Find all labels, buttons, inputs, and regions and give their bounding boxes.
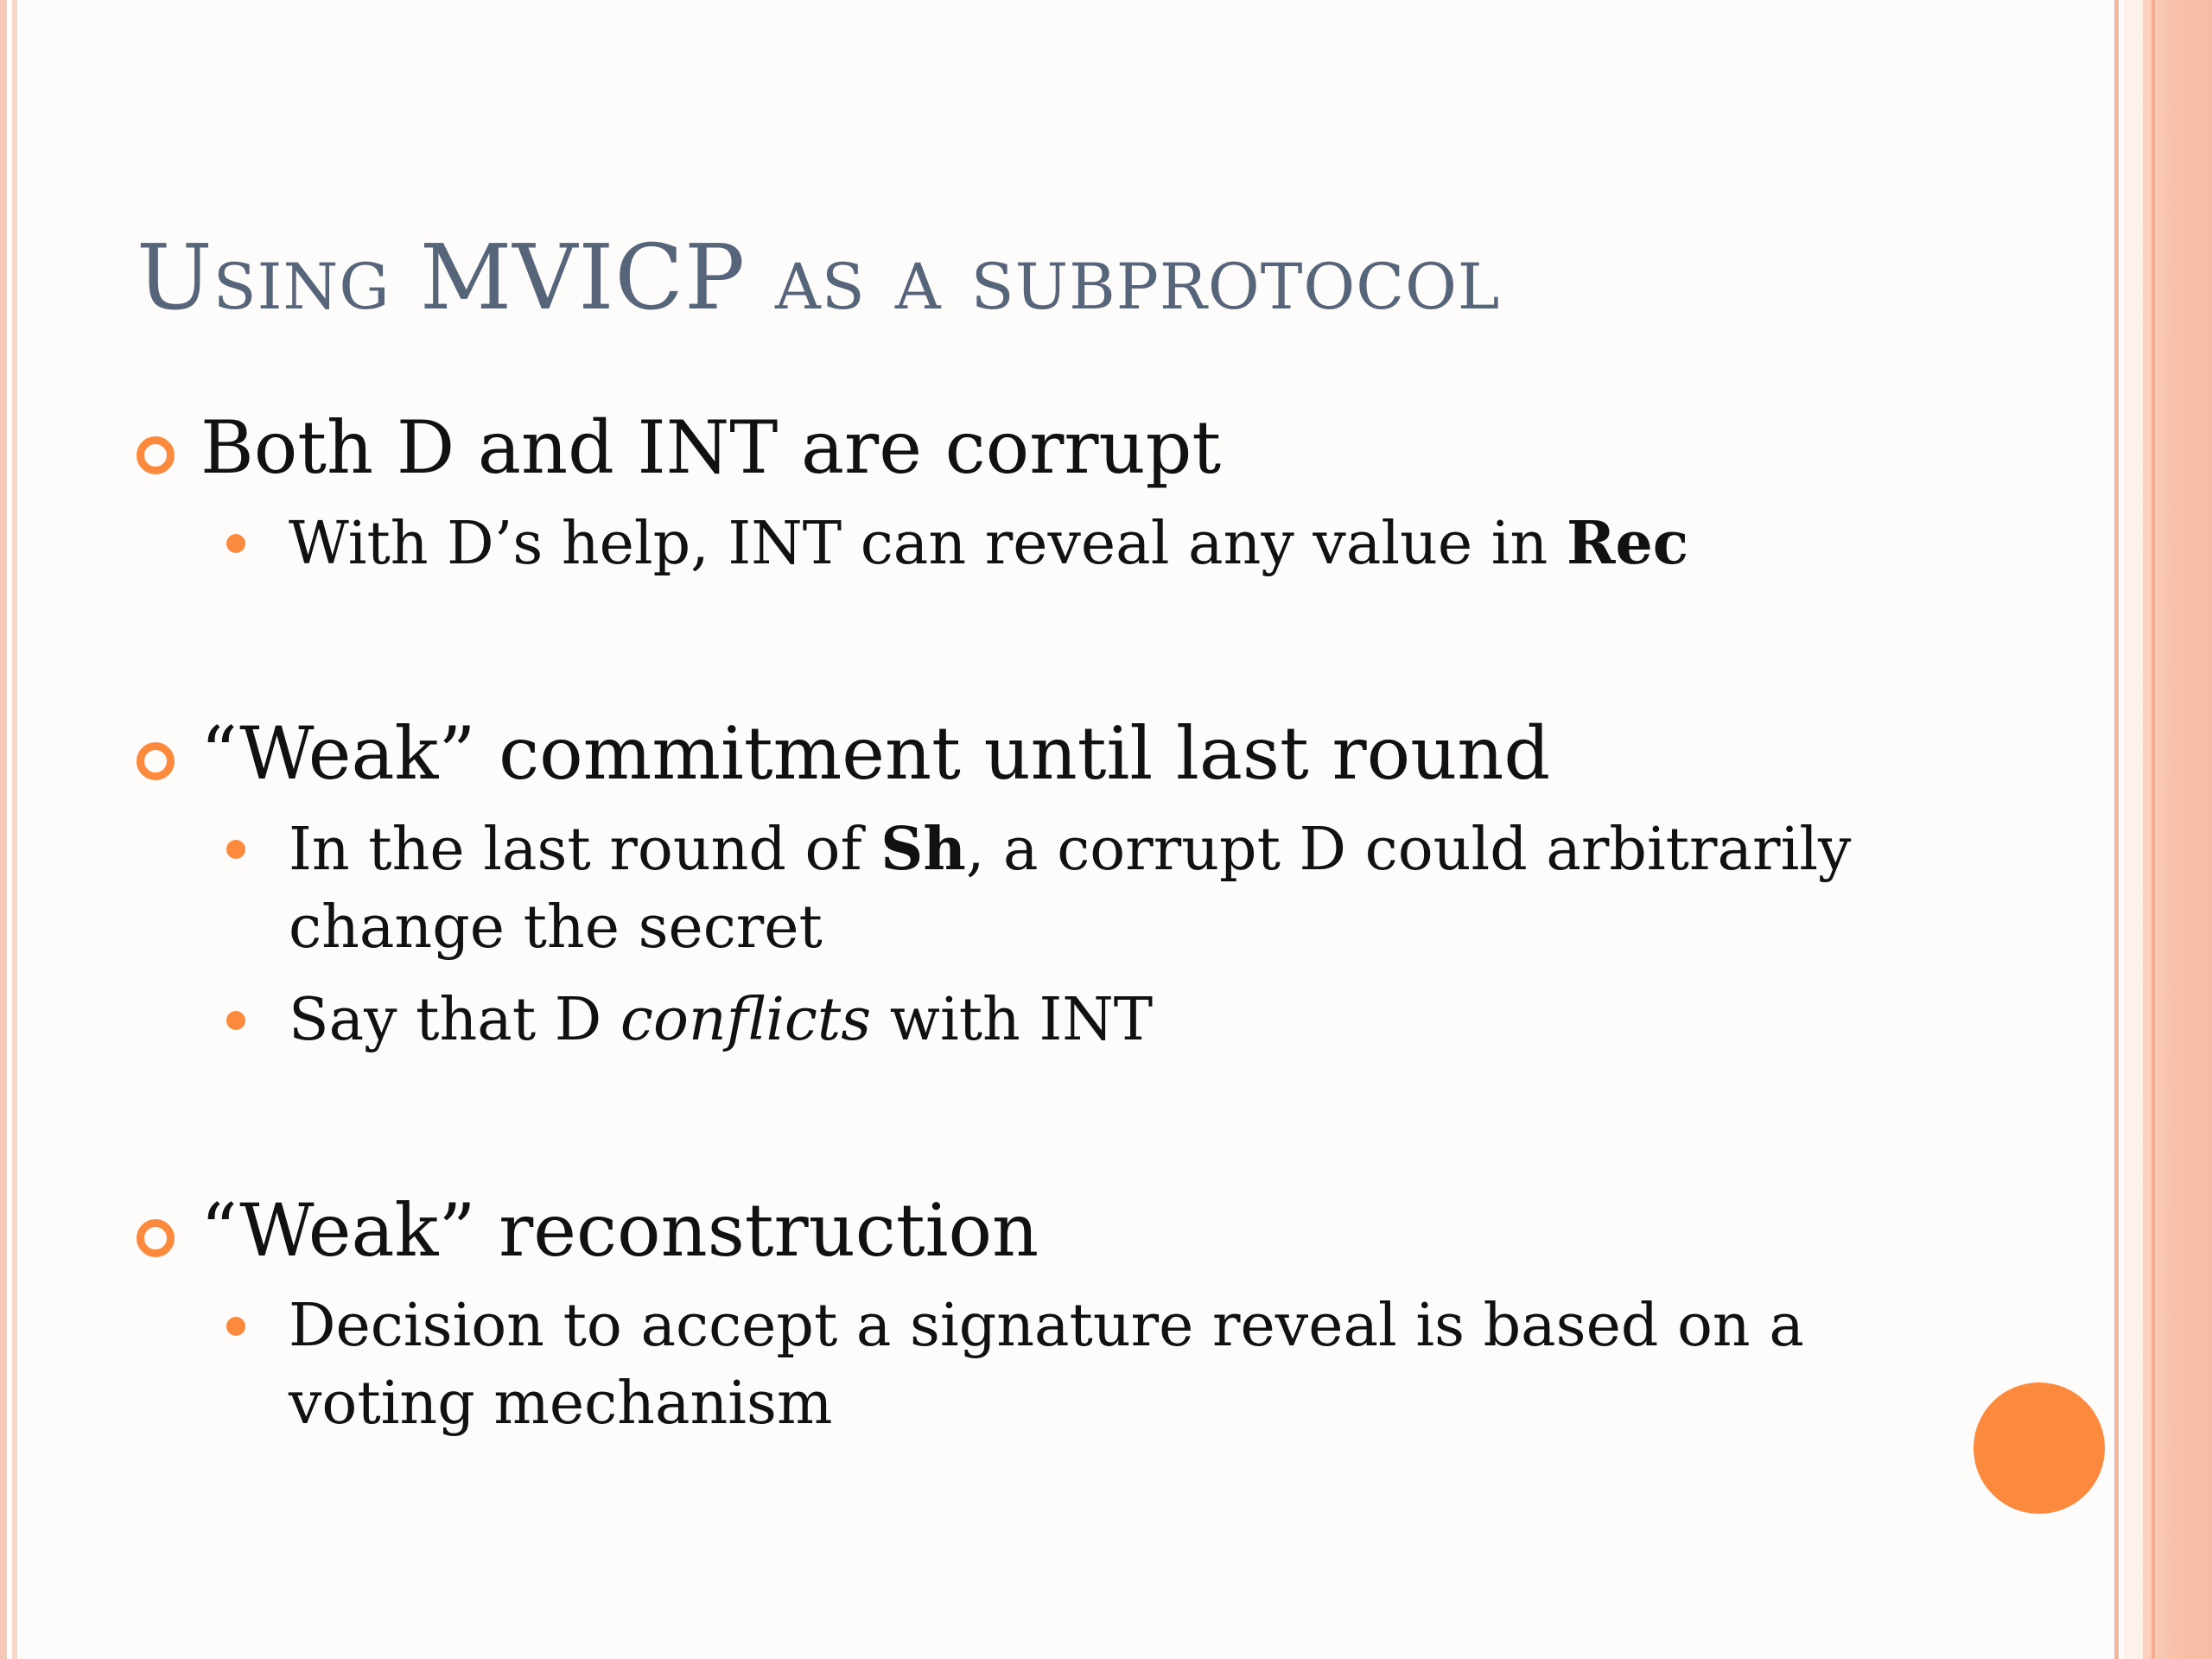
emphasis-bold: Sh bbox=[880, 815, 966, 884]
bullet-level1-corrupt bbox=[137, 403, 1346, 493]
right-border-gap bbox=[2124, 0, 2143, 1659]
bullet-level1-reconstruction bbox=[137, 1185, 1346, 1275]
bullet-level1-text: Both D and INT are corrupt bbox=[200, 405, 1222, 490]
bullet-level1-text: “Weak” reconstruction bbox=[200, 1188, 1039, 1273]
dot-bullet-icon bbox=[226, 1011, 245, 1030]
dot-bullet-icon bbox=[226, 840, 245, 859]
bullet-level2-voting bbox=[226, 1287, 1911, 1443]
left-border-stripe bbox=[0, 0, 7, 1659]
bullet-level2-conflicts bbox=[226, 982, 1911, 1059]
bullet-level2-reveal bbox=[226, 505, 1911, 582]
dot-bullet-icon bbox=[226, 534, 245, 553]
bullet-level2-text: In the last round of Sh, a corrupt D could arbitrarily change the secret bbox=[289, 815, 1852, 962]
bullet-level2-last-round bbox=[226, 810, 1911, 966]
decorative-accent-circle bbox=[1974, 1382, 2105, 1514]
right-border-line bbox=[2114, 0, 2119, 1659]
right-border-accent-line bbox=[2152, 0, 2155, 1659]
ring-bullet-icon bbox=[137, 1219, 175, 1257]
left-border-stripe-inner bbox=[12, 0, 17, 1659]
bullet-level2-text: Decision to accept a signature reveal is based on a voting mechanism bbox=[289, 1292, 1804, 1438]
bullet-level2-text: Say that D conflicts with INT bbox=[289, 986, 1154, 1054]
emphasis-italic: conflicts bbox=[620, 986, 872, 1054]
bullet-level1-commitment bbox=[137, 709, 1692, 798]
ring-bullet-icon bbox=[137, 436, 175, 474]
ring-bullet-icon bbox=[137, 742, 175, 780]
emphasis-bold: Rec bbox=[1566, 509, 1689, 578]
dot-bullet-icon bbox=[226, 1317, 245, 1336]
bullet-level1-text: “Weak” commitment until last round bbox=[200, 711, 1551, 796]
slide-title: Using MVICP as a subprotocol bbox=[137, 225, 1501, 330]
bullet-level2-text: With D’s help, INT can reveal any value in Rec bbox=[289, 509, 1689, 578]
